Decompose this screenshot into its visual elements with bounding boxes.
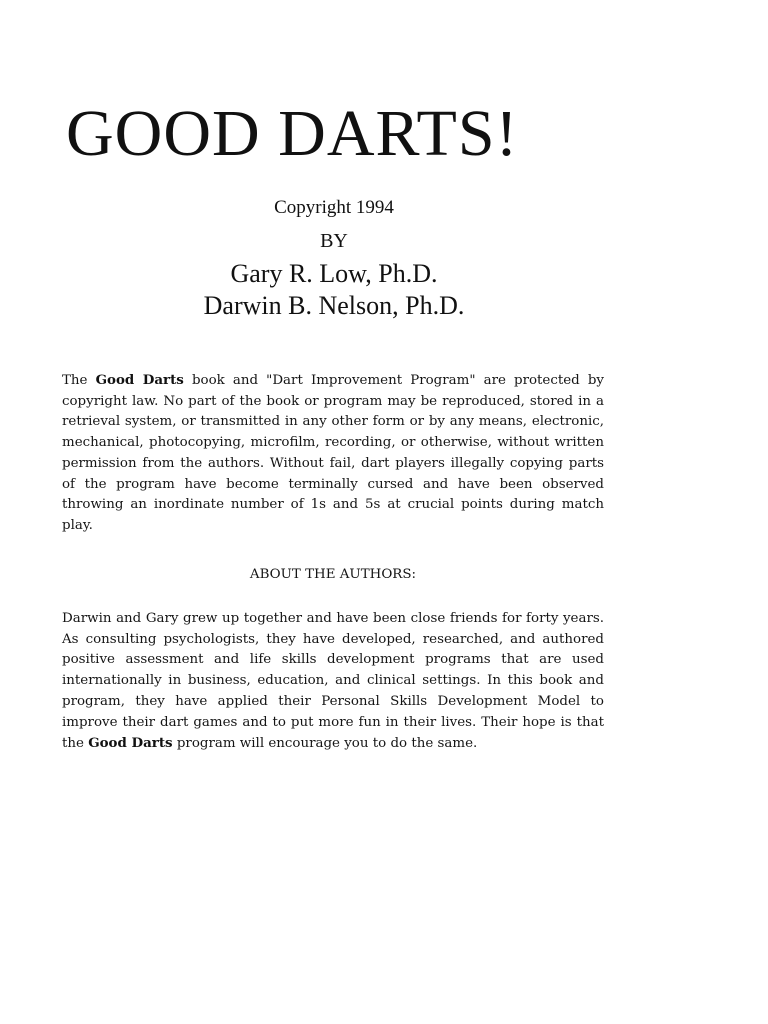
about-authors-heading: ABOUT THE AUTHORS: — [249, 567, 417, 582]
copyright-notice-text-start: The — [62, 373, 96, 388]
about-authors-paragraph — [62, 609, 604, 755]
copyright-notice-book-name: Good Darts — [95, 372, 184, 388]
author-name-gary-low: Gary R. Low, Ph.D. — [230, 259, 438, 288]
copyright-line: Copyright 1994 — [274, 197, 394, 218]
by-line: BY — [320, 230, 348, 252]
about-authors-text-start: Darwin and Gary grew up together and have been close friends for forty years. As consulting psychologists, they have developed, researched, and authored positive assessment and life skills development programs that are used internationally in business, education, and clinical settings. In this book and program, they have applied their Personal Skills Development Model to improve their dart games and to put more fun in their lives. Their hope is that the — [62, 611, 604, 752]
about-authors-text-end: program will encourage you to do the same. — [172, 736, 478, 752]
book-title: GOOD DARTS! — [66, 97, 519, 170]
copyright-notice-text-rest: book and "Dart Improvement Program" are protected by copyright law. No part of the book or program may be reproduced, stored in a retrieval system, or transmitted in any other form or by any means, electronic, mechanical, photocopying, microfilm, recording, or otherwise, without written permission from the authors. Without fail, dart players illegally copying parts of the program have become terminally cursed and have been observed throwing an inordinate number of 1s and 5s at crucial points during match play. — [62, 373, 604, 533]
copyright-notice-paragraph — [62, 370, 604, 537]
about-authors-book-name: Good Darts — [88, 735, 173, 752]
author-name-darwin-nelson: Darwin B. Nelson, Ph.D. — [203, 291, 465, 320]
